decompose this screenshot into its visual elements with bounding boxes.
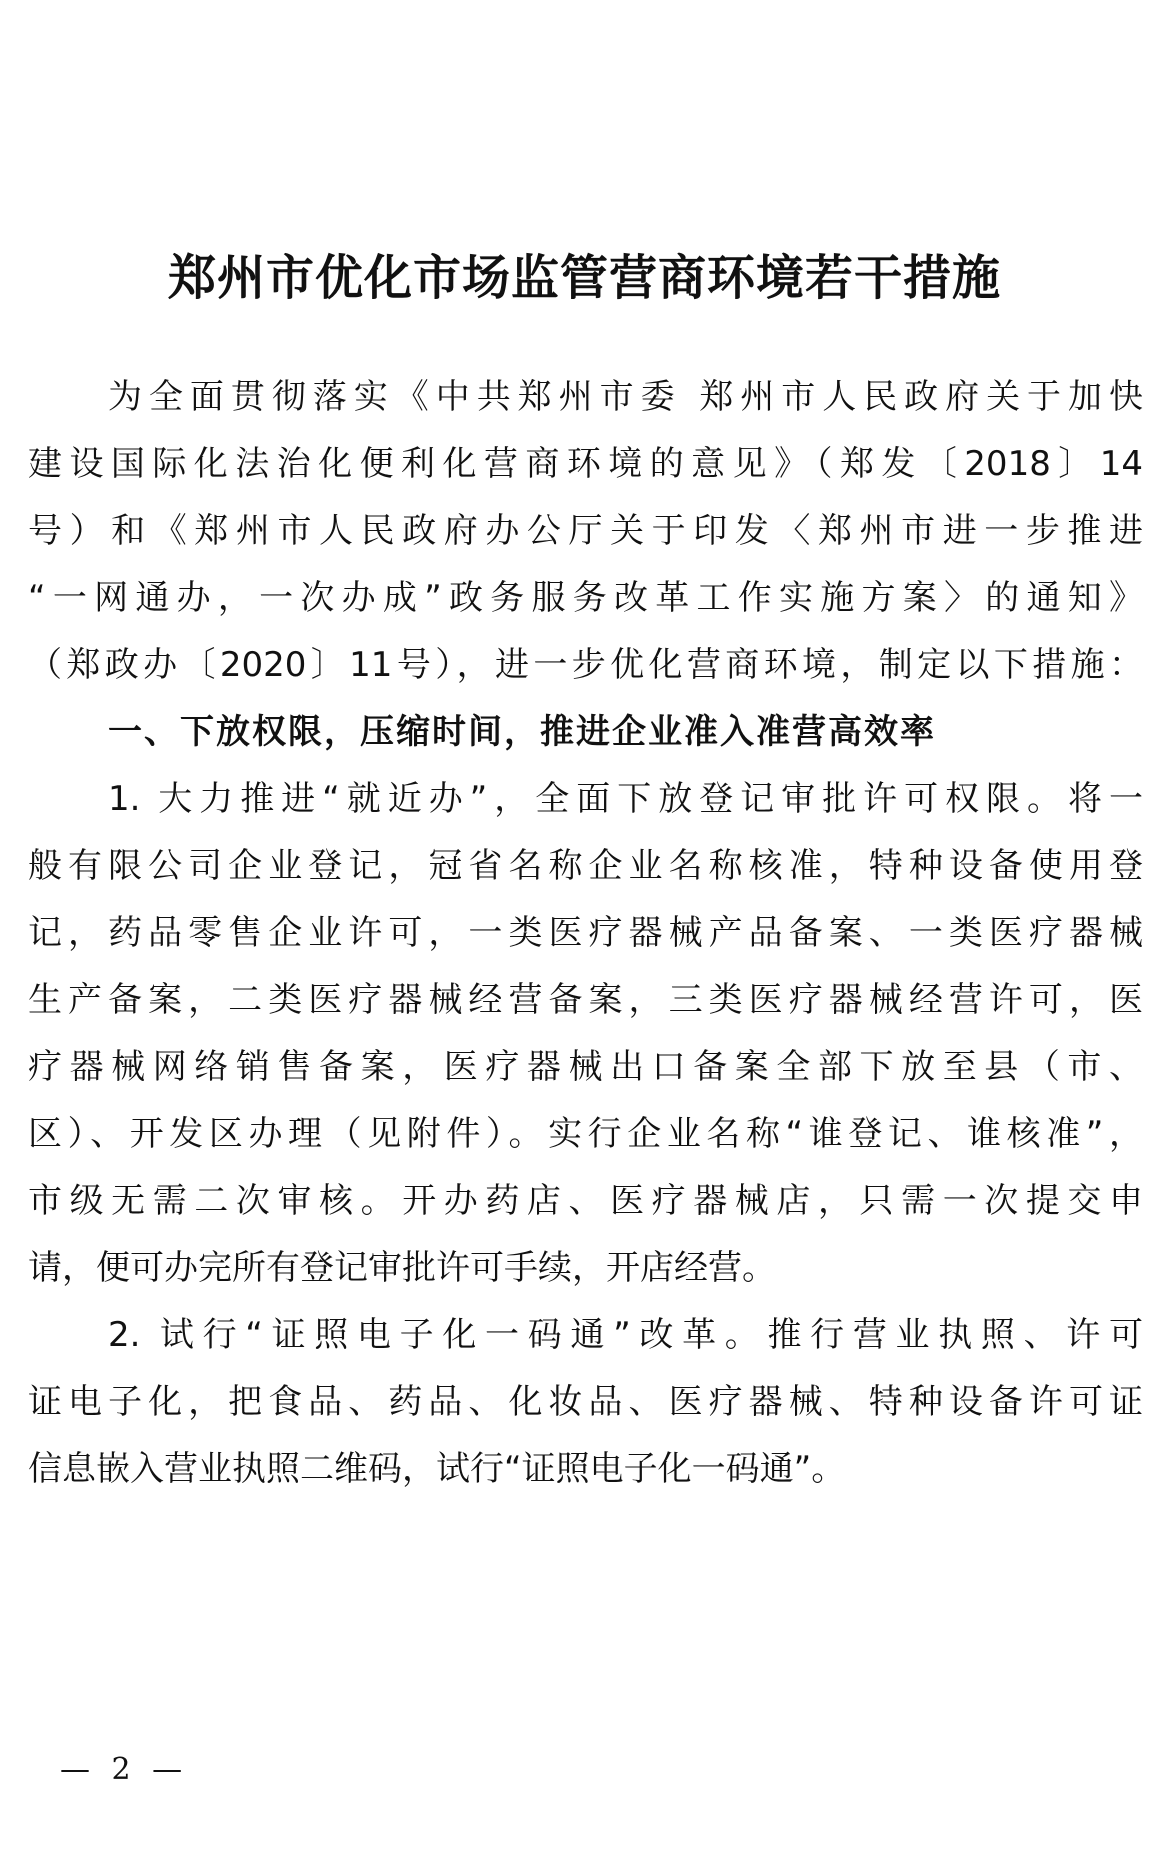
text-line: 建设国际化法治化便利化营商环境的意见》（郑发〔2018〕14: [28, 444, 1143, 484]
text-line: （郑政办〔2020〕11号），进一步优化营商环境，制定以下措施：: [28, 645, 1143, 685]
text-line: 为全面贯彻落实《中共郑州市委 郑州市人民政府关于加快: [108, 377, 1143, 417]
text-line: 1. 大力推进“就近办”，全面下放登记审批许可权限。将一: [108, 779, 1143, 819]
text-line: 请，便可办完所有登记审批许可手续，开店经营。: [28, 1248, 776, 1288]
text-line: 证电子化，把食品、药品、化妆品、医疗器械、特种设备许可证: [28, 1382, 1143, 1422]
document-title: 郑州市优化市场监管营商环境若干措施: [167, 250, 1001, 306]
text-line: 号）和《郑州市人民政府办公厅关于印发〈郑州市进一步推进: [28, 511, 1143, 551]
page-number: — 2 —: [60, 1752, 183, 1787]
text-line: 般有限公司企业登记，冠省名称企业名称核准，特种设备使用登: [28, 846, 1143, 886]
text-line: 生产备案，二类医疗器械经营备案，三类医疗器械经营许可，医: [28, 980, 1143, 1020]
text-line: 信息嵌入营业执照二维码，试行“证照电子化一码通”。: [28, 1449, 846, 1489]
section-heading: 一、下放权限，压缩时间，推进企业准入准营高效率: [108, 712, 936, 752]
text-line: 区）、开发区办理（见附件）。实行企业名称“谁登记、谁核准”，: [28, 1114, 1143, 1154]
text-line: 市级无需二次审核。开办药店、医疗器械店，只需一次提交申: [28, 1181, 1143, 1221]
text-line: 疗器械网络销售备案，医疗器械出口备案全部下放至县（市、: [28, 1047, 1143, 1087]
text-line: 2. 试行“证照电子化一码通”改革。推行营业执照、许可: [108, 1315, 1143, 1355]
text-line: “一网通办，一次办成”政务服务改革工作实施方案〉的通知》: [28, 578, 1143, 618]
text-line: 记，药品零售企业许可，一类医疗器械产品备案、一类医疗器械: [28, 913, 1143, 953]
